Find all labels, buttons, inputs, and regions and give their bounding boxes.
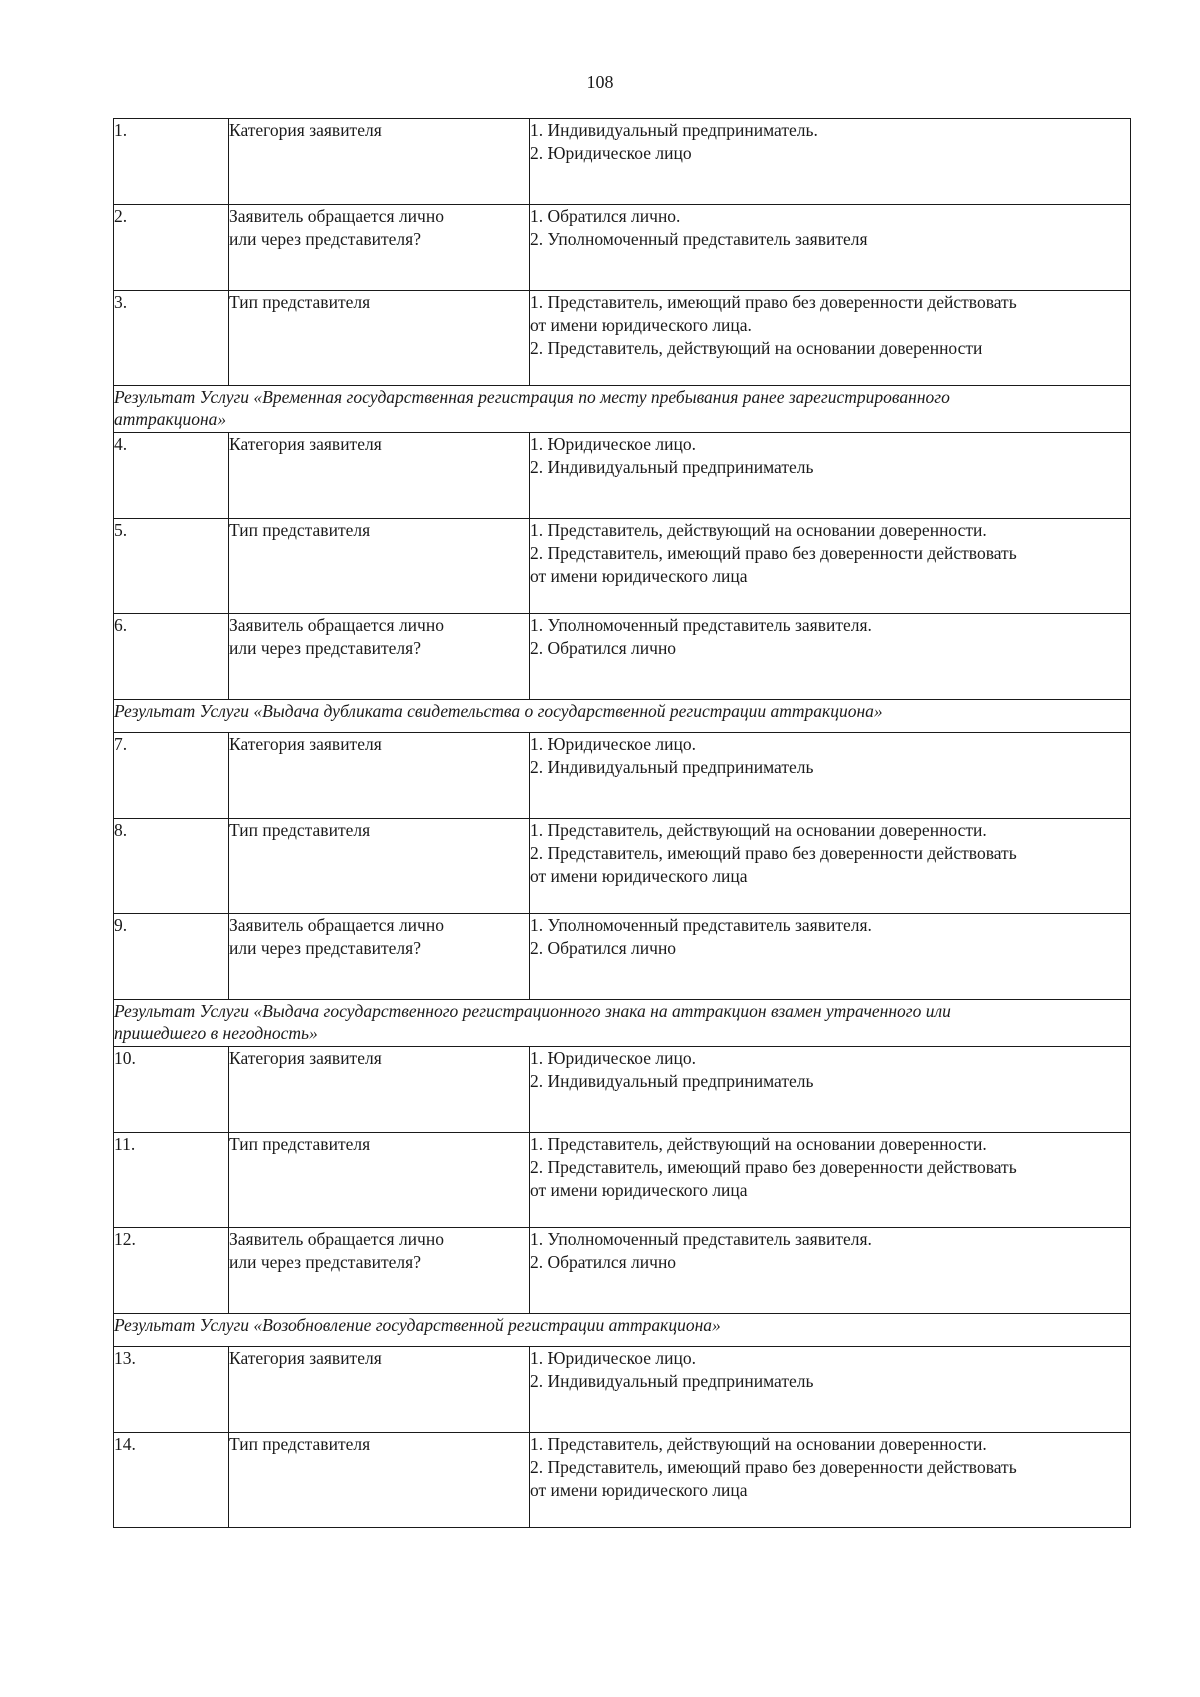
question-line: Заявитель обращается лично	[229, 915, 444, 935]
answer-line: 1. Юридическое лицо.	[530, 1348, 696, 1368]
question-cell	[229, 733, 530, 819]
table-row	[114, 1228, 1131, 1314]
row-number: 4.	[114, 433, 229, 519]
answer-line: 2. Индивидуальный предприниматель	[530, 757, 814, 777]
row-number: 11.	[114, 1133, 229, 1228]
table-row	[114, 819, 1131, 914]
table-row	[114, 1433, 1131, 1528]
table-row	[114, 733, 1131, 819]
row-number: 14.	[114, 1433, 229, 1528]
answers-cell	[530, 291, 1131, 386]
question-line: или через представителя?	[229, 229, 421, 249]
row-number: 6.	[114, 614, 229, 700]
question-line: или через представителя?	[229, 938, 421, 958]
question-cell	[229, 914, 530, 1000]
question-line: Категория заявителя	[229, 1348, 382, 1368]
table-row	[114, 433, 1131, 519]
section-heading	[114, 1314, 1131, 1347]
section-heading-line: Результат Услуги «Выдача дубликата свидетельства о государственной регистрации аттракциона»	[114, 701, 883, 721]
question-cell	[229, 119, 530, 205]
section-row	[114, 1314, 1131, 1347]
question-line: Заявитель обращается лично	[229, 615, 444, 635]
question-cell	[229, 1228, 530, 1314]
question-line: Заявитель обращается лично	[229, 206, 444, 226]
answer-line: от имени юридического лица	[530, 866, 748, 886]
question-cell	[229, 519, 530, 614]
answer-line: 1. Юридическое лицо.	[530, 434, 696, 454]
answers-cell	[530, 1228, 1131, 1314]
question-line: Тип представителя	[229, 1134, 371, 1154]
section-heading-line: Результат Услуги «Временная государственная регистрация по месту пребывания ранее зарегистрированного	[114, 387, 950, 407]
answer-line: 1. Представитель, действующий на основании доверенности.	[530, 820, 987, 840]
table-row	[114, 291, 1131, 386]
question-line: Категория заявителя	[229, 1048, 382, 1068]
answer-line: 1. Уполномоченный представитель заявителя.	[530, 615, 872, 635]
question-line: Тип представителя	[229, 820, 371, 840]
answer-line: от имени юридического лица.	[530, 315, 752, 335]
table-row	[114, 1047, 1131, 1133]
answer-line: 2. Представитель, имеющий право без доверенности действовать	[530, 843, 1017, 863]
answer-line: 2. Уполномоченный представитель заявителя	[530, 229, 868, 249]
answer-line: 1. Представитель, действующий на основании доверенности.	[530, 520, 987, 540]
section-heading-line: Результат Услуги «Выдача государственного регистрационного знака на аттракцион взамен утраченного или	[114, 1001, 951, 1021]
row-number: 10.	[114, 1047, 229, 1133]
question-line: Категория заявителя	[229, 734, 382, 754]
row-number: 7.	[114, 733, 229, 819]
section-row	[114, 386, 1131, 433]
question-line: или через представителя?	[229, 638, 421, 658]
table-row	[114, 914, 1131, 1000]
row-number: 13.	[114, 1347, 229, 1433]
question-line: Тип представителя	[229, 292, 371, 312]
question-line: Тип представителя	[229, 1434, 371, 1454]
answers-cell	[530, 733, 1131, 819]
section-heading	[114, 1000, 1131, 1047]
question-line: Тип представителя	[229, 520, 371, 540]
question-line: Категория заявителя	[229, 434, 382, 454]
section-heading-line: аттракциона»	[114, 409, 227, 429]
table-row	[114, 1133, 1131, 1228]
question-cell	[229, 819, 530, 914]
answer-line: 1. Представитель, имеющий право без доверенности действовать	[530, 292, 1017, 312]
table-row	[114, 614, 1131, 700]
answer-line: 1. Уполномоченный представитель заявителя.	[530, 915, 872, 935]
answer-line: 2. Юридическое лицо	[530, 143, 692, 163]
answers-cell	[530, 1347, 1131, 1433]
question-cell	[229, 614, 530, 700]
answers-cell	[530, 205, 1131, 291]
row-number: 12.	[114, 1228, 229, 1314]
table-row	[114, 1347, 1131, 1433]
answer-line: 1. Юридическое лицо.	[530, 734, 696, 754]
answer-line: 1. Обратился лично.	[530, 206, 681, 226]
question-line: или через представителя?	[229, 1252, 421, 1272]
section-row	[114, 1000, 1131, 1047]
answer-line: 1. Юридическое лицо.	[530, 1048, 696, 1068]
page-number: 108	[586, 72, 614, 92]
question-cell	[229, 1133, 530, 1228]
question-cell	[229, 433, 530, 519]
section-row	[114, 700, 1131, 733]
section-heading-line: пришедшего в негодность»	[114, 1023, 318, 1043]
answer-line: 2. Представитель, имеющий право без доверенности действовать	[530, 1157, 1017, 1177]
variants-table	[113, 118, 1131, 1528]
section-heading	[114, 700, 1131, 733]
answer-line: 1. Представитель, действующий на основании доверенности.	[530, 1434, 987, 1454]
answers-cell	[530, 433, 1131, 519]
answer-line: 2. Представитель, имеющий право без доверенности действовать	[530, 543, 1017, 563]
question-cell	[229, 1433, 530, 1528]
row-number: 3.	[114, 291, 229, 386]
question-line: Категория заявителя	[229, 120, 382, 140]
answers-cell	[530, 1433, 1131, 1528]
answer-line: 2. Индивидуальный предприниматель	[530, 1071, 814, 1091]
question-cell	[229, 205, 530, 291]
question-cell	[229, 1347, 530, 1433]
table-body	[114, 119, 1131, 1528]
answers-cell	[530, 614, 1131, 700]
answers-cell	[530, 914, 1131, 1000]
row-number: 5.	[114, 519, 229, 614]
answer-line: 1. Представитель, действующий на основании доверенности.	[530, 1134, 987, 1154]
answer-line: 2. Обратился лично	[530, 938, 677, 958]
table-row	[114, 205, 1131, 291]
answer-line: 2. Обратился лично	[530, 1252, 677, 1272]
row-number: 9.	[114, 914, 229, 1000]
answers-cell	[530, 519, 1131, 614]
answer-line: от имени юридического лица	[530, 1480, 748, 1500]
table-row	[114, 519, 1131, 614]
row-number: 1.	[114, 119, 229, 205]
row-number: 8.	[114, 819, 229, 914]
answers-cell	[530, 119, 1131, 205]
answer-line: 2. Индивидуальный предприниматель	[530, 1371, 814, 1391]
answer-line: 2. Индивидуальный предприниматель	[530, 457, 814, 477]
question-cell	[229, 1047, 530, 1133]
answer-line: 1. Уполномоченный представитель заявителя.	[530, 1229, 872, 1249]
row-number: 2.	[114, 205, 229, 291]
answer-line: от имени юридического лица	[530, 566, 748, 586]
table-row	[114, 119, 1131, 205]
answers-cell	[530, 1047, 1131, 1133]
answers-cell	[530, 1133, 1131, 1228]
answer-line: 2. Обратился лично	[530, 638, 677, 658]
answer-line: 1. Индивидуальный предприниматель.	[530, 120, 818, 140]
question-cell	[229, 291, 530, 386]
answer-line: 2. Представитель, действующий на основании доверенности	[530, 338, 983, 358]
answers-cell	[530, 819, 1131, 914]
section-heading-line: Результат Услуги «Возобновление государственной регистрации аттракциона»	[114, 1315, 721, 1335]
section-heading	[114, 386, 1131, 433]
question-line: Заявитель обращается лично	[229, 1229, 444, 1249]
answer-line: 2. Представитель, имеющий право без доверенности действовать	[530, 1457, 1017, 1477]
answer-line: от имени юридического лица	[530, 1180, 748, 1200]
